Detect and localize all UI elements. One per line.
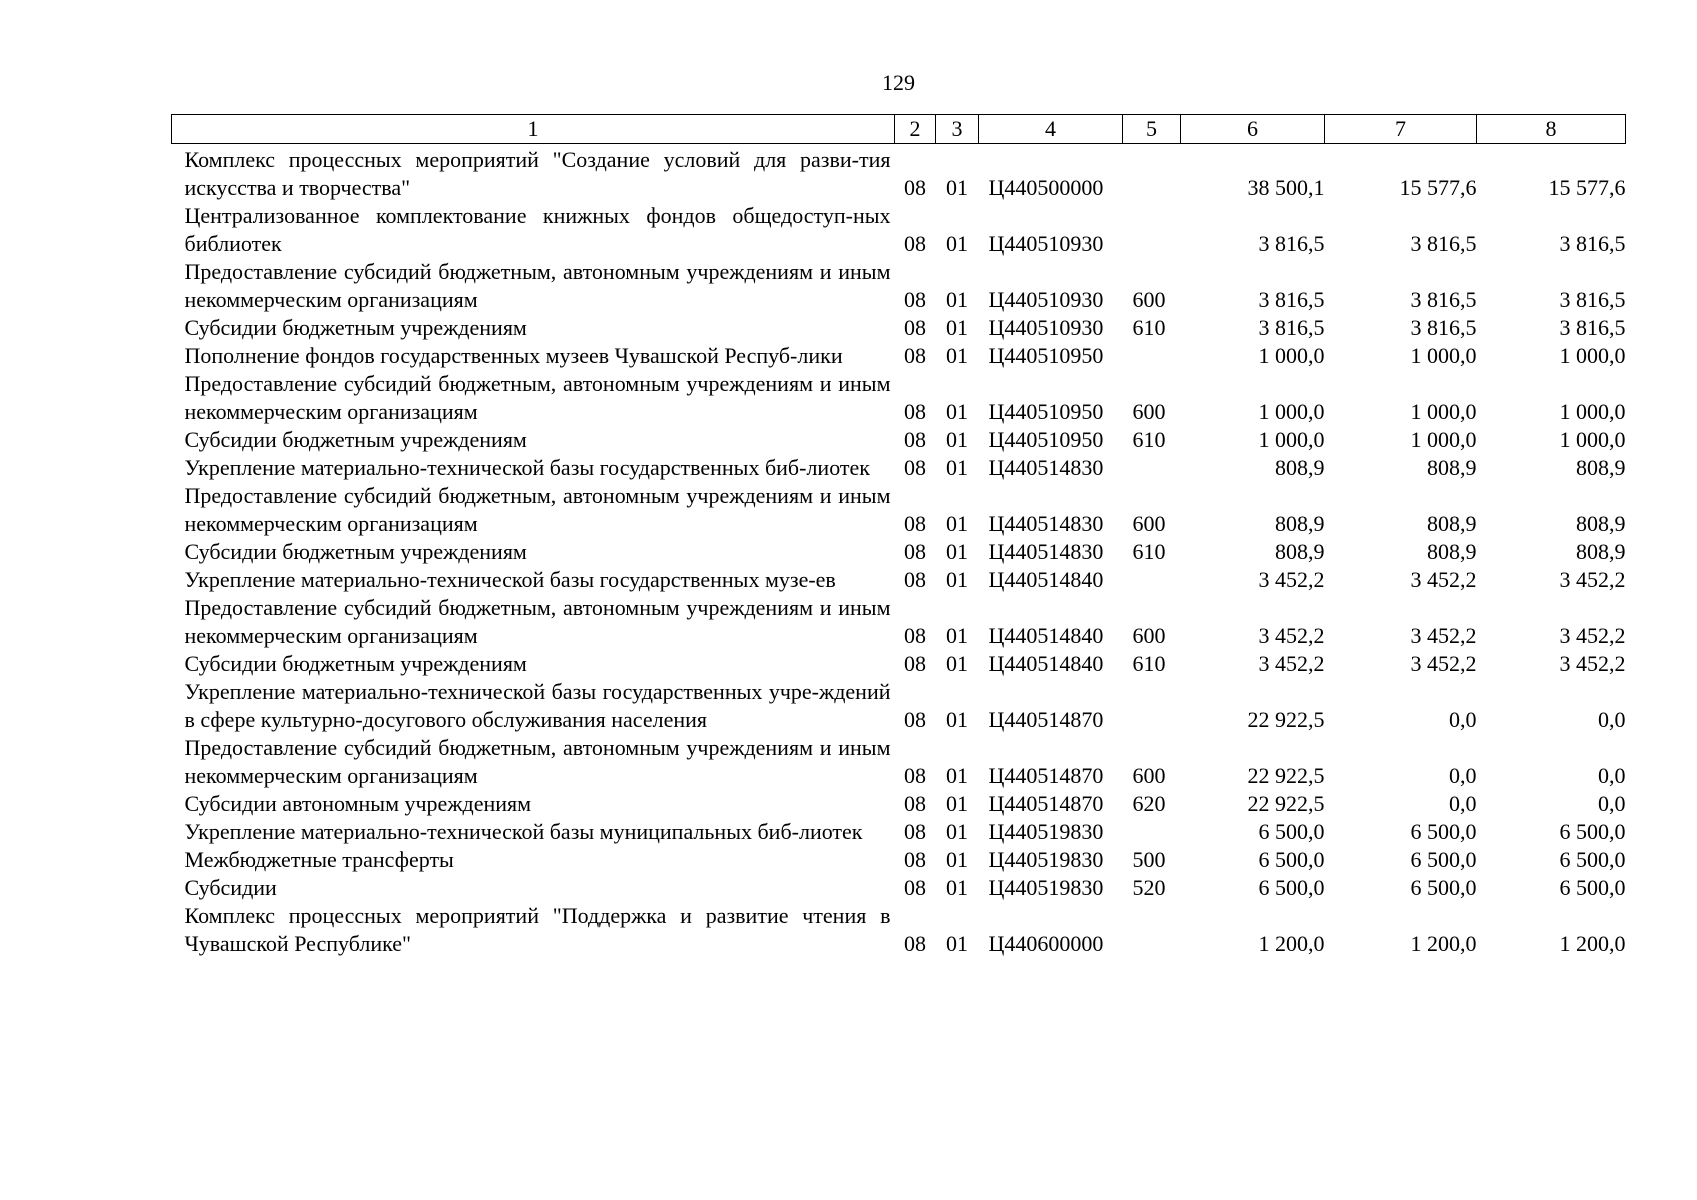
row-target-article: Ц440500000 <box>988 175 1104 200</box>
row-section: 08 <box>904 175 926 200</box>
row-subsection: 01 <box>946 707 968 732</box>
row-subsection: 01 <box>946 511 968 536</box>
table-row <box>172 258 1626 314</box>
row-amount-3: 3 816,5 <box>1559 287 1626 312</box>
row-amount-2: 808,9 <box>1427 539 1477 564</box>
row-amount-1: 3 816,5 <box>1258 287 1325 312</box>
row-amount-2: 3 816,5 <box>1410 231 1477 256</box>
row-name: Предоставление субсидий бюджетным, автономным учреждениям и иным некоммерческим организациям <box>184 595 891 648</box>
row-section: 08 <box>904 455 926 480</box>
table-row <box>172 818 1626 846</box>
row-amount-1: 22 922,5 <box>1247 707 1325 732</box>
row-subsection: 01 <box>946 567 968 592</box>
row-section: 08 <box>904 231 926 256</box>
row-amount-2: 1 200,0 <box>1410 931 1477 956</box>
row-section: 08 <box>904 819 926 844</box>
row-amount-2: 0,0 <box>1449 763 1477 788</box>
row-amount-3: 3 816,5 <box>1559 315 1626 340</box>
row-expense-type <box>1123 144 1181 203</box>
row-subsection: 01 <box>946 651 968 676</box>
row-expense-type: 520 <box>1132 875 1166 900</box>
row-amount-1: 1 200,0 <box>1258 931 1325 956</box>
row-target-article: Ц440514870 <box>988 707 1104 732</box>
row-name: Субсидии бюджетным учреждениям <box>184 651 527 676</box>
row-subsection: 01 <box>946 231 968 256</box>
row-section: 08 <box>904 875 926 900</box>
row-amount-1: 808,9 <box>1275 511 1325 536</box>
row-amount-3: 1 200,0 <box>1559 931 1626 956</box>
budget-table <box>171 114 1626 958</box>
table-row <box>172 482 1626 538</box>
header-cell-expense-type: 5 <box>1123 115 1181 144</box>
row-amount-2: 0,0 <box>1449 791 1477 816</box>
row-target-article: Ц440510950 <box>988 427 1104 452</box>
row-subsection: 01 <box>946 623 968 648</box>
table-row <box>172 202 1626 258</box>
row-section: 08 <box>904 847 926 872</box>
row-amount-2: 6 500,0 <box>1410 875 1477 900</box>
row-section: 08 <box>904 791 926 816</box>
table-row <box>172 454 1626 482</box>
row-name: Предоставление субсидий бюджетным, автономным учреждениям и иным некоммерческим организациям <box>184 259 891 312</box>
row-amount-2: 808,9 <box>1427 455 1477 480</box>
table-header <box>172 115 1626 144</box>
row-amount-2: 1 000,0 <box>1410 427 1477 452</box>
row-subsection: 01 <box>946 455 968 480</box>
row-subsection: 01 <box>946 875 968 900</box>
row-section: 08 <box>904 763 926 788</box>
row-amount-2: 3 816,5 <box>1410 315 1477 340</box>
row-amount-3: 3 452,2 <box>1559 623 1626 648</box>
row-amount-2: 15 577,6 <box>1399 175 1477 200</box>
row-target-article: Ц440514830 <box>988 455 1104 480</box>
row-subsection: 01 <box>946 287 968 312</box>
row-expense-type: 610 <box>1132 427 1166 452</box>
row-section: 08 <box>904 567 926 592</box>
row-amount-3: 15 577,6 <box>1548 175 1626 200</box>
row-subsection: 01 <box>946 791 968 816</box>
table-row <box>172 538 1626 566</box>
row-expense-type: 600 <box>1132 399 1166 424</box>
row-amount-2: 3 452,2 <box>1410 651 1477 676</box>
row-name: Комплекс процессных мероприятий "Создание условий для разви-тия искусства и творчества" <box>184 147 891 200</box>
row-target-article: Ц440519830 <box>988 875 1104 900</box>
row-amount-3: 6 500,0 <box>1559 847 1626 872</box>
row-amount-2: 1 000,0 <box>1410 343 1477 368</box>
header-cell-name: 1 <box>172 115 895 144</box>
row-section: 08 <box>904 399 926 424</box>
row-expense-type: 610 <box>1132 315 1166 340</box>
row-amount-3: 808,9 <box>1576 455 1626 480</box>
row-expense-type: 610 <box>1132 651 1166 676</box>
table-row <box>172 426 1626 454</box>
row-amount-3: 1 000,0 <box>1559 427 1626 452</box>
row-expense-type <box>1123 818 1181 846</box>
row-subsection: 01 <box>946 539 968 564</box>
row-amount-1: 3 452,2 <box>1258 651 1325 676</box>
row-subsection: 01 <box>946 399 968 424</box>
table-row <box>172 566 1626 594</box>
table-row <box>172 874 1626 902</box>
row-target-article: Ц440510950 <box>988 343 1104 368</box>
row-name: Субсидии <box>184 875 277 900</box>
row-expense-type: 500 <box>1132 847 1166 872</box>
row-amount-3: 1 000,0 <box>1559 399 1626 424</box>
header-cell-subsection: 3 <box>936 115 979 144</box>
row-amount-3: 0,0 <box>1598 763 1626 788</box>
header-cell-section: 2 <box>895 115 936 144</box>
row-name: Централизованное комплектование книжных фондов общедоступ-ных библиотек <box>184 203 891 256</box>
row-subsection: 01 <box>946 315 968 340</box>
row-subsection: 01 <box>946 819 968 844</box>
row-target-article: Ц440519830 <box>988 819 1104 844</box>
row-amount-3: 3 452,2 <box>1559 567 1626 592</box>
row-amount-3: 1 000,0 <box>1559 343 1626 368</box>
row-target-article: Ц440510930 <box>988 287 1104 312</box>
row-expense-type: 600 <box>1132 511 1166 536</box>
row-target-article: Ц440514870 <box>988 763 1104 788</box>
row-target-article: Ц440514830 <box>988 511 1104 536</box>
row-amount-2: 808,9 <box>1427 511 1477 536</box>
row-name: Субсидии бюджетным учреждениям <box>184 315 527 340</box>
row-section: 08 <box>904 539 926 564</box>
row-amount-1: 6 500,0 <box>1258 847 1325 872</box>
row-amount-3: 6 500,0 <box>1559 875 1626 900</box>
row-section: 08 <box>904 287 926 312</box>
table-row <box>172 650 1626 678</box>
row-amount-2: 3 816,5 <box>1410 287 1477 312</box>
row-target-article: Ц440600000 <box>988 931 1104 956</box>
row-section: 08 <box>904 427 926 452</box>
row-amount-1: 1 000,0 <box>1258 343 1325 368</box>
row-target-article: Ц440510930 <box>988 315 1104 340</box>
row-section: 08 <box>904 651 926 676</box>
row-amount-1: 1 000,0 <box>1258 399 1325 424</box>
table-row <box>172 790 1626 818</box>
row-target-article: Ц440510950 <box>988 399 1104 424</box>
row-section: 08 <box>904 511 926 536</box>
row-target-article: Ц440514840 <box>988 567 1104 592</box>
header-cell-amount-1: 6 <box>1181 115 1325 144</box>
row-amount-1: 3 452,2 <box>1258 567 1325 592</box>
row-amount-3: 808,9 <box>1576 511 1626 536</box>
row-amount-3: 0,0 <box>1598 707 1626 732</box>
row-amount-1: 6 500,0 <box>1258 819 1325 844</box>
row-subsection: 01 <box>946 343 968 368</box>
row-expense-type: 600 <box>1132 623 1166 648</box>
row-subsection: 01 <box>946 175 968 200</box>
row-target-article: Ц440514840 <box>988 623 1104 648</box>
row-amount-1: 6 500,0 <box>1258 875 1325 900</box>
row-name: Пополнение фондов государственных музеев Чувашской Респуб-лики <box>184 343 843 368</box>
row-name: Межбюджетные трансферты <box>184 847 454 872</box>
table-row <box>172 370 1626 426</box>
row-target-article: Ц440519830 <box>988 847 1104 872</box>
table-row <box>172 594 1626 650</box>
row-amount-2: 0,0 <box>1449 707 1477 732</box>
row-amount-1: 3 452,2 <box>1258 623 1325 648</box>
row-amount-3: 808,9 <box>1576 539 1626 564</box>
row-amount-1: 3 816,5 <box>1258 315 1325 340</box>
row-name: Субсидии бюджетным учреждениям <box>184 427 527 452</box>
row-target-article: Ц440514870 <box>988 791 1104 816</box>
row-subsection: 01 <box>946 931 968 956</box>
row-amount-1: 808,9 <box>1275 539 1325 564</box>
row-target-article: Ц440514840 <box>988 651 1104 676</box>
row-section: 08 <box>904 623 926 648</box>
row-name: Субсидии автономным учреждениям <box>184 791 532 816</box>
row-name: Предоставление субсидий бюджетным, автономным учреждениям и иным некоммерческим организациям <box>184 483 891 536</box>
row-amount-1: 22 922,5 <box>1247 763 1325 788</box>
row-expense-type: 600 <box>1132 763 1166 788</box>
page-number: 129 <box>882 70 915 95</box>
row-amount-2: 3 452,2 <box>1410 567 1477 592</box>
row-expense-type <box>1123 342 1181 370</box>
row-target-article: Ц440510930 <box>988 231 1104 256</box>
row-amount-3: 3 452,2 <box>1559 651 1626 676</box>
row-amount-3: 6 500,0 <box>1559 819 1626 844</box>
row-name: Укрепление материально-технической базы муниципальных биб-лиотек <box>184 819 863 844</box>
table-body <box>172 144 1626 959</box>
row-name: Укрепление материально-технической базы государственных биб-лиотек <box>184 455 870 480</box>
row-amount-2: 6 500,0 <box>1410 847 1477 872</box>
row-section: 08 <box>904 343 926 368</box>
header-cell-amount-3: 8 <box>1477 115 1626 144</box>
row-target-article: Ц440514830 <box>988 539 1104 564</box>
table-row <box>172 314 1626 342</box>
table-row <box>172 846 1626 874</box>
row-expense-type <box>1123 454 1181 482</box>
header-cell-target-article: 4 <box>979 115 1123 144</box>
row-name: Предоставление субсидий бюджетным, автономным учреждениям и иным некоммерческим организациям <box>184 371 891 424</box>
row-subsection: 01 <box>946 763 968 788</box>
row-expense-type <box>1123 566 1181 594</box>
row-subsection: 01 <box>946 427 968 452</box>
row-expense-type <box>1123 678 1181 734</box>
row-expense-type: 610 <box>1132 539 1166 564</box>
row-amount-1: 1 000,0 <box>1258 427 1325 452</box>
row-expense-type: 620 <box>1132 791 1166 816</box>
row-name: Предоставление субсидий бюджетным, автономным учреждениям и иным некоммерческим организациям <box>184 735 891 788</box>
row-subsection: 01 <box>946 847 968 872</box>
table-row <box>172 902 1626 958</box>
row-amount-2: 6 500,0 <box>1410 819 1477 844</box>
row-expense-type <box>1123 902 1181 958</box>
row-expense-type: 600 <box>1132 287 1166 312</box>
row-amount-1: 3 816,5 <box>1258 231 1325 256</box>
header-cell-amount-2: 7 <box>1325 115 1477 144</box>
table-row <box>172 144 1626 203</box>
header-row <box>172 115 1626 144</box>
table-row <box>172 734 1626 790</box>
row-section: 08 <box>904 931 926 956</box>
row-amount-1: 808,9 <box>1275 455 1325 480</box>
row-amount-3: 0,0 <box>1598 791 1626 816</box>
row-name: Укрепление материально-технической базы государственных учре-ждений в сфере культурно-досугового обслуживания населения <box>184 679 891 732</box>
row-amount-2: 3 452,2 <box>1410 623 1477 648</box>
row-amount-2: 1 000,0 <box>1410 399 1477 424</box>
row-section: 08 <box>904 315 926 340</box>
row-name: Укрепление материально-технической базы государственных музе-ев <box>184 567 836 592</box>
row-expense-type <box>1123 202 1181 258</box>
row-amount-1: 22 922,5 <box>1247 791 1325 816</box>
row-amount-1: 38 500,1 <box>1247 175 1325 200</box>
table-row <box>172 678 1626 734</box>
row-name: Субсидии бюджетным учреждениям <box>184 539 527 564</box>
row-name: Комплекс процессных мероприятий "Поддержка и развитие чтения в Чувашской Республике" <box>184 903 891 956</box>
row-amount-3: 3 816,5 <box>1559 231 1626 256</box>
table-row <box>172 342 1626 370</box>
row-section: 08 <box>904 707 926 732</box>
